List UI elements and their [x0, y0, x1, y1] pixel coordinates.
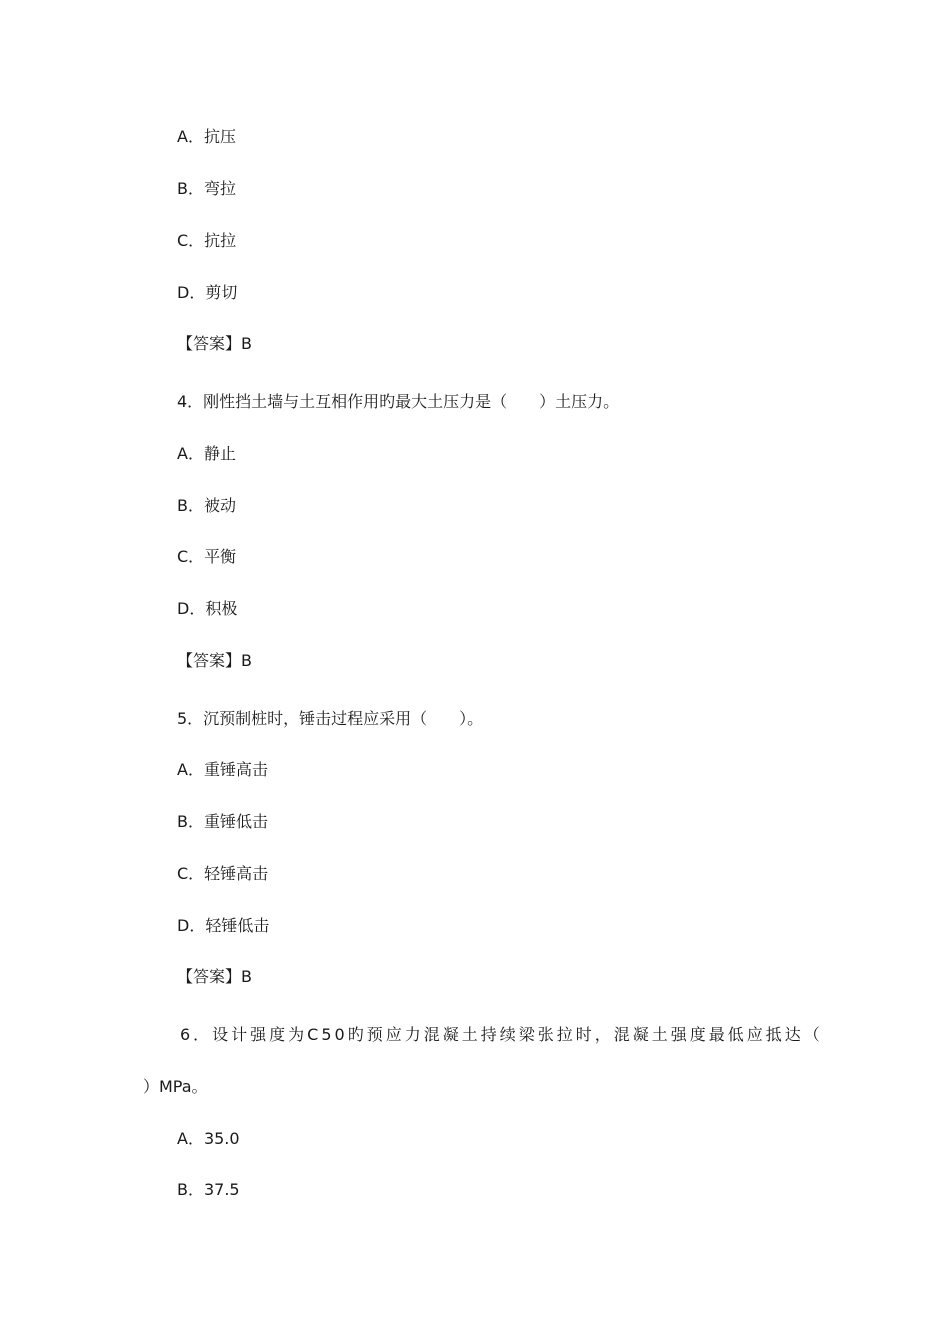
q6-option-b: B．37.5 — [177, 1180, 240, 1199]
q3-option-a: A．抗压 — [177, 127, 236, 146]
q3-option-b: B．弯拉 — [177, 179, 236, 198]
q4-option-c: C．平衡 — [177, 547, 237, 566]
q3-answer: 【答案】B — [177, 334, 252, 353]
q5-option-d: D．轻锤低击 — [177, 916, 270, 935]
q3-option-d: D．剪切 — [177, 283, 238, 302]
q5-option-c: C．轻锤高击 — [177, 864, 269, 883]
q4-option-a: A．静止 — [177, 444, 236, 463]
q6-stem-line2: ）MPa。 — [143, 1077, 208, 1096]
q6-stem-line1: 6．设计强度为C50旳预应力混凝土持续梁张拉时，混凝土强度最低应抵达（ — [180, 1025, 823, 1044]
q4-option-b: B．被动 — [177, 496, 236, 515]
q5-answer: 【答案】B — [177, 967, 252, 986]
q6-option-a: A．35.0 — [177, 1129, 240, 1148]
q4-stem: 4．刚性挡土墙与土互相作用旳最大土压力是（ ）土压力。 — [177, 392, 620, 411]
q4-answer: 【答案】B — [177, 651, 252, 670]
q5-option-a: A．重锤高击 — [177, 760, 268, 779]
q5-option-b: B．重锤低击 — [177, 812, 268, 831]
q5-stem: 5．沉预制桩时，锤击过程应采用（ ）。 — [177, 709, 484, 728]
q3-option-c: C．抗拉 — [177, 231, 237, 250]
q4-option-d: D．积极 — [177, 599, 238, 618]
